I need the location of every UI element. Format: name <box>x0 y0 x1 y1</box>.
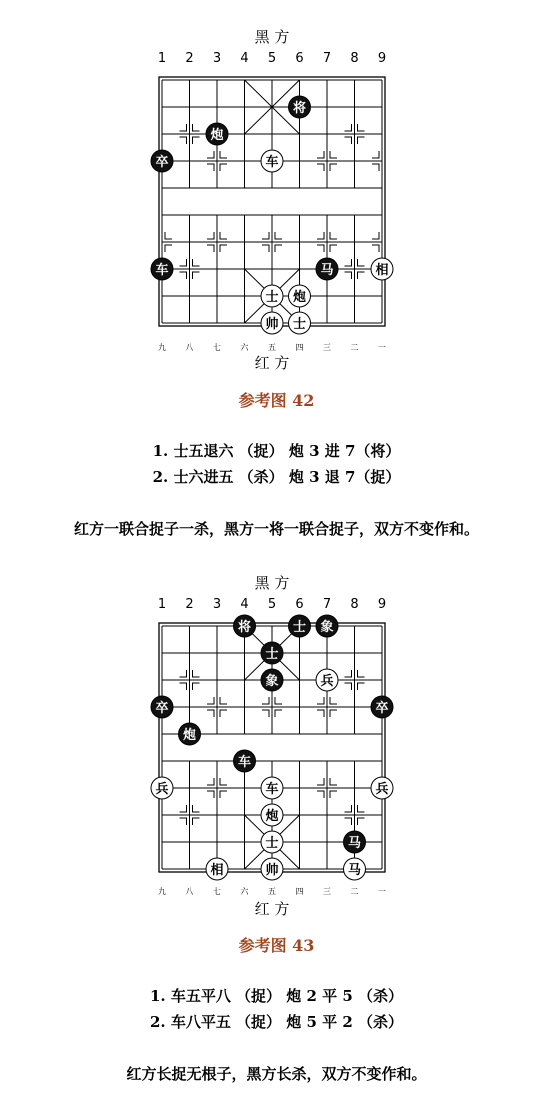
piece-red <box>151 777 173 799</box>
black-side-label: 黑 方 <box>254 28 290 46</box>
file-number-bottom: 五 <box>268 887 276 896</box>
piece-label: 车 <box>265 155 279 170</box>
piece-label: 兵 <box>155 782 169 797</box>
red-side-label: 红 方 <box>254 900 290 918</box>
piece-label: 车 <box>155 263 169 278</box>
piece-red <box>261 858 283 880</box>
piece-red <box>316 669 338 691</box>
file-number-bottom: 四 <box>295 343 304 352</box>
file-number-bottom: 五 <box>268 343 276 352</box>
piece-label: 车 <box>237 755 252 770</box>
piece-black <box>289 615 311 637</box>
piece-black <box>316 615 338 637</box>
file-number-bottom: 九 <box>158 343 166 352</box>
piece-label: 车 <box>265 782 279 797</box>
file-number-top: 2 <box>185 51 194 66</box>
board-diagram-42 <box>0 0 553 370</box>
piece-red <box>371 777 393 799</box>
file-number-top: 8 <box>350 51 359 66</box>
piece-black <box>371 696 393 718</box>
file-number-top: 3 <box>212 597 222 612</box>
piece-red <box>344 858 366 880</box>
piece-label: 卒 <box>155 155 169 170</box>
piece-red <box>261 831 283 853</box>
piece-label: 士 <box>292 317 307 332</box>
piece-red <box>261 312 283 334</box>
piece-label: 士 <box>265 836 279 851</box>
piece-black <box>151 150 173 172</box>
file-number-bottom: 八 <box>185 343 194 352</box>
file-number-bottom: 九 <box>158 887 166 896</box>
file-number-top: 7 <box>322 51 332 66</box>
piece-label: 马 <box>347 863 362 878</box>
file-number-bottom: 七 <box>213 887 221 896</box>
file-number-bottom: 六 <box>240 343 249 352</box>
piece-label: 相 <box>210 863 224 878</box>
piece-label: 士 <box>265 290 279 305</box>
piece-red <box>261 804 283 826</box>
move-line-1: 1. 士五退六 （捉） 炮 3 进 7（将） <box>152 442 401 460</box>
piece-black <box>289 96 311 118</box>
piece-black <box>234 615 256 637</box>
piece-label: 帅 <box>265 317 279 332</box>
file-number-bottom: 三 <box>323 887 331 896</box>
piece-red <box>261 285 283 307</box>
piece-label: 士 <box>292 620 307 635</box>
piece-label: 象 <box>265 674 279 689</box>
piece-black <box>206 123 228 145</box>
file-number-top: 7 <box>322 597 332 612</box>
piece-black <box>151 258 173 280</box>
piece-label: 士 <box>265 647 279 662</box>
piece-black <box>151 696 173 718</box>
piece-label: 将 <box>292 101 307 116</box>
piece-black <box>261 669 283 691</box>
file-number-bottom: 一 <box>378 343 386 352</box>
piece-red <box>261 150 283 172</box>
file-number-bottom: 八 <box>185 887 194 896</box>
move-line-1: 1. 车五平八 （捉） 炮 2 平 5 （杀） <box>149 987 404 1005</box>
piece-label: 象 <box>320 620 334 635</box>
piece-label: 马 <box>347 836 362 851</box>
piece-label: 兵 <box>320 674 334 689</box>
piece-red <box>289 312 311 334</box>
file-number-top: 3 <box>212 51 222 66</box>
file-number-bottom: 六 <box>240 887 249 896</box>
file-number-top: 6 <box>295 51 304 66</box>
piece-red <box>371 258 393 280</box>
file-number-bottom: 三 <box>323 343 331 352</box>
file-number-top: 1 <box>157 51 167 66</box>
move-line-2: 2. 车八平五 （捉） 炮 5 平 2 （杀） <box>149 1013 404 1031</box>
piece-label: 兵 <box>375 782 389 797</box>
file-number-top: 2 <box>185 597 194 612</box>
file-number-bottom: 二 <box>350 887 359 896</box>
piece-black <box>234 750 256 772</box>
file-number-bottom: 四 <box>295 887 304 896</box>
file-number-top: 4 <box>240 51 249 66</box>
file-number-bottom: 二 <box>350 343 359 352</box>
piece-label: 帅 <box>265 863 279 878</box>
figure-caption-43: 参考图 43 <box>238 936 315 955</box>
black-side-label: 黑 方 <box>254 574 290 592</box>
piece-black <box>316 258 338 280</box>
piece-red <box>289 285 311 307</box>
file-number-top: 1 <box>157 597 167 612</box>
piece-red <box>206 858 228 880</box>
piece-black <box>344 831 366 853</box>
piece-label: 炮 <box>265 809 279 824</box>
red-side-label: 红 方 <box>254 354 290 370</box>
file-number-top: 4 <box>240 597 249 612</box>
file-number-bottom: 一 <box>378 887 386 896</box>
piece-red <box>261 777 283 799</box>
piece-label: 炮 <box>210 128 224 143</box>
file-number-top: 9 <box>377 597 387 612</box>
figure-caption-42: 参考图 42 <box>238 391 315 410</box>
board-diagram-43 <box>0 572 553 932</box>
file-number-top: 5 <box>267 51 277 66</box>
summary-text-43: 红方长捉无根子，黑方长杀，双方不变作和。 <box>126 1065 427 1083</box>
file-number-top: 5 <box>267 597 277 612</box>
piece-label: 炮 <box>182 728 197 743</box>
file-number-bottom: 七 <box>213 343 221 352</box>
piece-label: 卒 <box>155 701 169 716</box>
piece-label: 卒 <box>375 701 389 716</box>
summary-text-42: 红方一联合捉子一杀，黑方一将一联合捉子，双方不变作和。 <box>73 520 479 538</box>
piece-label: 马 <box>320 263 334 278</box>
move-line-2: 2. 士六进五 （杀） 炮 3 退 7（捉） <box>152 468 401 486</box>
piece-label: 相 <box>375 263 389 278</box>
file-number-top: 6 <box>295 597 304 612</box>
piece-black <box>261 642 283 664</box>
file-number-top: 8 <box>350 597 359 612</box>
file-number-top: 9 <box>377 51 387 66</box>
piece-label: 炮 <box>292 290 307 305</box>
piece-black <box>179 723 201 745</box>
piece-label: 将 <box>237 620 252 635</box>
